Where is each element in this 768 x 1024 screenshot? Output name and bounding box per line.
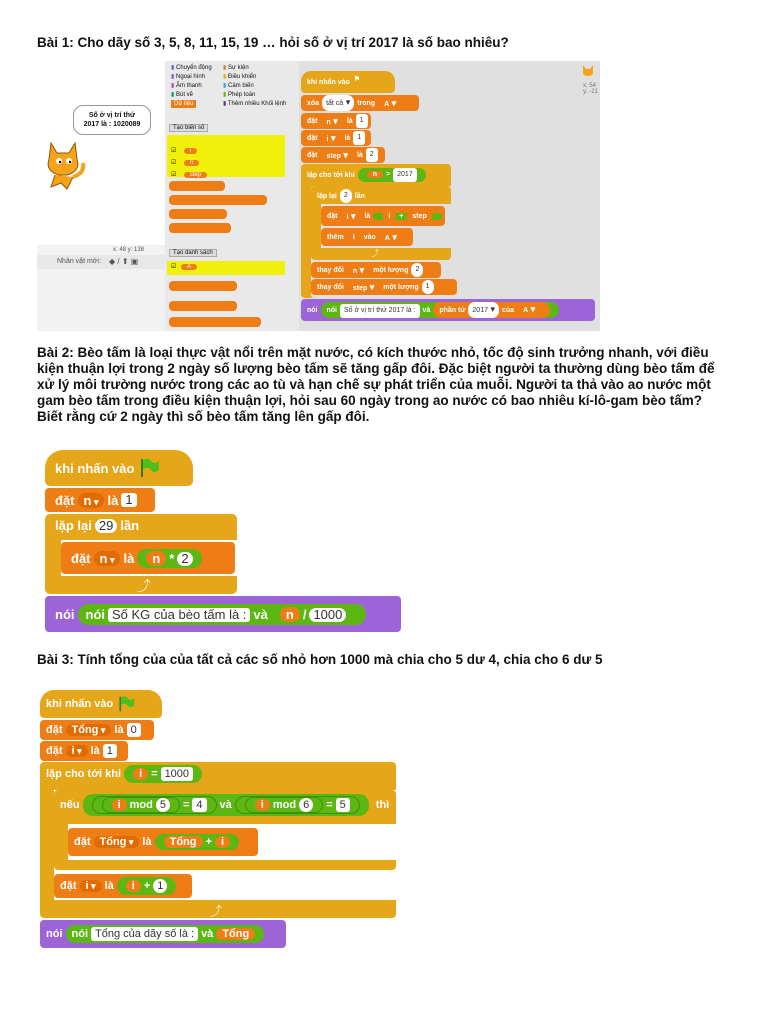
b1-change-n-word: thay đổi (317, 266, 344, 274)
list-a-label: A (181, 264, 197, 270)
b3-ss-var[interactable]: Tổng ▾ (94, 836, 140, 848)
b3-until-var: i (133, 768, 148, 780)
b1-change-step-word: thay đổi (317, 283, 344, 291)
b2-mult-y[interactable]: 2 (177, 552, 192, 566)
b3-inc-x: i (126, 880, 141, 892)
b3-s1-var[interactable]: Tổng ▾ (66, 724, 112, 736)
b1-sum-y: step (406, 213, 432, 220)
b2-set-n-block[interactable] (45, 488, 155, 512)
b1-add-word: thêm (327, 233, 344, 241)
b1-repeat-times: lần (354, 192, 365, 200)
b3-ss-word: đặt (74, 836, 91, 848)
b3-if-word: nếu (60, 799, 80, 811)
new-sprite-label: Nhân vật mới: (57, 258, 101, 265)
b1-repeat-block[interactable] (311, 186, 451, 260)
b1-repeat-word: lặp lại (317, 192, 337, 200)
b1-set-step-value[interactable]: 2 (366, 148, 378, 162)
b3-hat-label: khi nhấn vào (46, 698, 114, 710)
b3-ss-x: Tổng (164, 836, 203, 848)
b1-set-i2-is: là (364, 212, 371, 220)
b1-join-op[interactable] (321, 302, 560, 318)
b1-until-op: > (386, 171, 391, 178)
b3-if-mouth (68, 824, 396, 860)
b3-eq1-value[interactable]: 4 (192, 798, 206, 812)
b2-repeat-arrow-icon: ⤴ (137, 578, 151, 594)
green-flag-icon (138, 457, 160, 479)
b1-repeat-count[interactable]: 2 (340, 189, 352, 203)
b3-mod1-n[interactable]: 5 (156, 798, 170, 812)
b3-ss-y: i (215, 836, 230, 848)
b2-repeat-row (55, 518, 139, 533)
b1-set-i2-var[interactable]: i ▾ (341, 211, 362, 222)
stage-corner-coords: x: 54 y: -21 (582, 83, 598, 95)
var-i[interactable]: ☑ i (171, 139, 200, 157)
b2-say-word: nói (55, 606, 75, 622)
make-variable-button[interactable]: Tạo biến số (169, 124, 208, 132)
b2-say-block[interactable] (45, 596, 401, 632)
b2-set-is: là (107, 492, 119, 508)
b1-set-i-sum-block[interactable] (321, 206, 445, 226)
b2-say-text[interactable]: Số KG của bèo tấm là : (108, 608, 250, 622)
b1-clear-block[interactable] (301, 95, 419, 111)
cat-events-label: Sự kiện (227, 65, 249, 71)
b1-clear-in: trong (357, 99, 376, 107)
b3-eq1-sign: = (182, 799, 190, 811)
list-a[interactable]: ☑ A (171, 263, 200, 270)
b1-until-row (307, 168, 429, 182)
sprite-bar (37, 255, 165, 269)
b3-mod1-word: mod (129, 799, 153, 811)
b1-set-n-is: là (346, 117, 353, 125)
b2-join-word: nói (85, 606, 105, 622)
b3-until-value[interactable]: 1000 (161, 767, 193, 781)
b3-if-row (60, 794, 389, 816)
b2-repeat-count[interactable]: 29 (95, 519, 117, 533)
b1-item-index[interactable]: 2017 ▾ (468, 302, 499, 318)
b3-say-block[interactable] (40, 920, 286, 948)
b1-item-block[interactable] (433, 302, 550, 318)
b1-hat-label: khi nhấn vào (307, 78, 350, 86)
b1-set-i-word: đặt (307, 134, 318, 142)
bai3-title: Bài 3: Tính tổng của của tất cả các số nhỏ hơn 1000 mà chia cho 5 dư 4, chia cho 6 dư 5 (37, 652, 603, 667)
b1-until-var: n (367, 171, 383, 178)
block-palette (165, 61, 299, 331)
b3-until-arrow-icon: ⤴ (210, 904, 223, 918)
palette-insert-block[interactable] (169, 317, 261, 327)
speech-bubble (73, 105, 151, 135)
b3-set-sum-block[interactable] (40, 720, 154, 740)
b3-s1-word: đặt (46, 724, 63, 736)
b3-mod2-var: i (255, 799, 270, 811)
b3-until-row (46, 765, 205, 783)
b1-change-n-by: một lượng (373, 266, 409, 274)
bai2-title: Bài 2: Bèo tấm là loại thực vật nổi trên mặt nước, có kích thước nhỏ, tốc độ sinh trưởng nhanh, với điều kiện thuận lợi trong 2 ngày số lượng bèo tấm sẽ tăng gấp đôi. Đặc biệt người ta thường dùng bèo tấm để xử lý môi trường nước trong các ao tù và hạn chế sự phát triển của muỗi. Người ta thả vào ao nước một gam bèo tấm trong điều kiện thuận lợi, hỏi sau 60 ngày trong ao nước có bao nhiêu kí-lô-gam bèo tấm? Biết rằng cứ 2 ngày thì số bèo tấm tăng lên gấp đôi. (37, 345, 715, 424)
b3-s2-value[interactable]: 1 (103, 744, 117, 758)
b1-change-step-var[interactable]: step ▾ (347, 282, 380, 293)
palette-set-block[interactable] (169, 181, 225, 191)
b2-repeat-block[interactable] (45, 514, 237, 594)
b3-ss-plus: + (205, 836, 212, 848)
b2-repeat-times: lần (120, 518, 140, 533)
b1-repeat-arrow-icon: ⤴ (371, 249, 379, 258)
palette-add-block[interactable] (169, 281, 237, 291)
b1-until-word: lặp cho tới khi (307, 171, 355, 179)
b1-clear-all-dropdown[interactable]: tất cả ▾ (322, 95, 354, 111)
b2-set-var[interactable]: n ▾ (78, 493, 105, 508)
cat-sound[interactable]: ▮ Âm thanh (171, 83, 202, 89)
green-flag-icon (117, 695, 135, 713)
b1-set-n-value[interactable]: 1 (356, 114, 368, 128)
cat-data[interactable] (171, 100, 196, 108)
b2-set-mult-block[interactable] (61, 542, 235, 574)
b2-join-op[interactable] (78, 604, 367, 625)
b3-s2-var[interactable]: i ▾ (66, 745, 88, 757)
cat-sensing[interactable]: ▮ Cảm biến (223, 83, 254, 89)
cat-operators[interactable]: ▮ Phép toán (223, 92, 256, 98)
b3-s1-value[interactable]: 0 (127, 723, 141, 737)
b1-sum-plus: + (399, 212, 404, 220)
b1-clear-list-dropdown[interactable]: A ▾ (378, 98, 402, 109)
b1-repeat-mouth (321, 204, 451, 248)
cat-control[interactable]: ▮ Điều khiển (223, 74, 257, 80)
b2-repeat-word: lặp lại (55, 518, 92, 533)
b1-set-step-is: là (356, 151, 363, 159)
b3-inc-is: là (104, 880, 114, 892)
b1-set-i2-word: đặt (327, 212, 338, 220)
b1-set-i-var[interactable]: i ▾ (321, 133, 342, 144)
b1-change-n-block[interactable] (311, 262, 441, 278)
b3-until-cond[interactable] (124, 765, 202, 783)
cat-sound-label: Âm thanh (175, 83, 202, 89)
b1-add-list[interactable]: A ▾ (379, 232, 403, 243)
b3-and-word: và (219, 799, 232, 811)
bubble-line1: Số ở vị trí thứ (88, 112, 136, 119)
b2-hat-label: khi nhấn vào (55, 460, 135, 476)
palette-hide-block[interactable] (169, 223, 231, 233)
b3-s2-is: là (90, 745, 100, 757)
sprite-thumb-icon (580, 63, 596, 81)
b3-if-block[interactable] (54, 790, 396, 870)
b3-say-word: nói (46, 928, 63, 940)
b1-item-word: phần tử (439, 307, 466, 314)
sprite-tools-icon[interactable]: ◆ / ⬆ ▣ (109, 257, 139, 266)
b1-say-text[interactable]: Số ở vị trí thứ 2017 là : (340, 304, 420, 318)
b1-set-i-block[interactable] (301, 130, 371, 146)
b2-mult-star: * (169, 550, 175, 566)
cat-looks-label: Ngoại hình (175, 74, 206, 80)
b1-set-n-var[interactable]: n ▾ (321, 116, 344, 127)
cat-more[interactable]: ▮ Thêm nhiều Khối lệnh (223, 101, 287, 107)
b3-ss-is: là (142, 836, 152, 848)
b2-div-y[interactable]: 1000 (309, 608, 346, 622)
b1-say-word: nói (307, 306, 318, 314)
b3-s1-is: là (114, 724, 124, 736)
b3-inc-y[interactable]: 1 (153, 879, 167, 893)
b3-inc-var[interactable]: i ▾ (80, 880, 102, 892)
b1-change-step-by: một lượng (383, 283, 419, 291)
var-i-label: i (184, 148, 197, 154)
b1-change-step-value[interactable]: 1 (422, 280, 434, 294)
b3-then-word: thì (375, 799, 390, 811)
cat-control-label: Điều khiển (227, 74, 257, 80)
b3-join-word: nói (71, 928, 88, 940)
cat-events[interactable]: ▮ Sự kiện (223, 65, 249, 71)
stage (37, 61, 165, 245)
b3-until-mouth (54, 790, 396, 900)
b2-repeat-mouth (61, 540, 237, 576)
b1-until-value[interactable]: 2017 (393, 168, 417, 182)
b3-join-op[interactable] (66, 925, 265, 943)
cat-pen[interactable]: ▮ Bút vẽ (171, 92, 193, 98)
b1-add-into: vào (363, 233, 376, 241)
variables-highlight (167, 135, 285, 177)
b3-mod1-op[interactable] (102, 797, 180, 813)
cat-operators-label: Phép toán (227, 92, 256, 98)
b1-set-n-block[interactable] (301, 113, 371, 129)
b1-change-n-var[interactable]: n ▾ (347, 265, 370, 276)
b1-set-i-value[interactable]: 1 (353, 131, 365, 145)
b2-set-word: đặt (55, 492, 75, 508)
b2-div-op[interactable] (271, 607, 356, 622)
b3-join-and: và (201, 928, 214, 940)
var-step[interactable]: ☑ step (171, 163, 210, 181)
b1-change-step-block[interactable] (311, 279, 457, 295)
b3-ss-plus-op[interactable] (155, 834, 239, 850)
b3-until-op: = (151, 768, 158, 780)
b1-set-step-block[interactable] (301, 147, 385, 163)
b1-item-of: của (502, 307, 515, 314)
b1-repeat-until-block[interactable] (301, 164, 451, 298)
bai3-script (40, 690, 400, 952)
b3-inc-plus-op[interactable] (117, 877, 177, 895)
b1-set-step-word: đặt (307, 151, 318, 159)
cat-data-label: Dữ liệu (174, 101, 194, 107)
b1-join-and: và (422, 307, 431, 314)
b1-say-block[interactable] (301, 299, 595, 321)
b2-inner-var[interactable]: n ▾ (94, 551, 121, 566)
b1-sum-x: i (382, 213, 396, 220)
b3-mod2-n[interactable]: 6 (299, 798, 313, 812)
b3-inc-plus: + (143, 880, 151, 892)
cat-sensing-label: Cảm biến (227, 83, 254, 89)
b3-say-text[interactable]: Tổng của dãy số là : (91, 927, 198, 941)
b3-inc-word: đặt (60, 880, 77, 892)
b3-s2-word: đặt (46, 745, 63, 757)
b2-div-slash: / (302, 606, 307, 622)
b1-repeat-row (317, 189, 365, 203)
palette-show-block[interactable] (169, 209, 227, 219)
b1-clear-word: xóa (307, 99, 320, 107)
b3-set-i-block[interactable] (40, 741, 128, 761)
script-area (299, 61, 600, 331)
b2-set-value[interactable]: 1 (121, 493, 136, 507)
b1-until-mouth (311, 186, 451, 298)
scratch-cat-icon (37, 137, 89, 193)
b3-eq2-sign: = (326, 799, 333, 811)
b1-hat-block[interactable] (301, 71, 395, 93)
b1-set-n-word: đặt (307, 117, 318, 125)
b3-inc-i-block[interactable] (54, 874, 192, 898)
b1-change-n-value[interactable]: 2 (411, 263, 423, 277)
var-n-label: n (184, 160, 199, 166)
coords-readout: x: 48 y: 138 (113, 247, 145, 253)
b2-inner-word: đặt (71, 550, 91, 566)
b2-hat-block[interactable] (45, 450, 193, 486)
cat-looks[interactable]: ▮ Ngoại hình (171, 74, 206, 80)
b1-set-i-is: là (344, 134, 351, 142)
list-highlight (167, 261, 285, 275)
b3-set-sum-plus-block[interactable] (68, 828, 258, 856)
b1-add-var: i (347, 234, 361, 241)
b3-mod1-var: i (112, 799, 127, 811)
b2-inner-is: là (123, 550, 135, 566)
b3-hat-block[interactable] (40, 690, 162, 718)
b2-mult-op[interactable] (137, 549, 201, 568)
b1-sum-op[interactable] (373, 213, 441, 220)
b1-set-step-var[interactable]: step ▾ (321, 150, 354, 161)
bai1-title: Bài 1: Cho dãy số 3, 5, 8, 11, 15, 19 … hỏi số ở vị trí 2017 là số bao nhiêu? (37, 35, 509, 50)
b2-div-x: n (280, 607, 300, 622)
b3-mod2-word: mod (272, 799, 297, 811)
b2-join-and: và (253, 606, 268, 622)
cat-motion-label: Chuyển động (175, 65, 212, 71)
palette-change-block[interactable] (169, 195, 267, 205)
green-flag-icon: ⚑ (353, 76, 361, 83)
palette-delete-block[interactable] (169, 301, 237, 311)
bai1-screenshot (37, 61, 600, 331)
var-n[interactable]: ☑ n (171, 151, 202, 169)
make-list-button[interactable]: Tạo danh sách (169, 249, 217, 257)
bai2-script (45, 450, 405, 635)
b3-eq2-op[interactable] (235, 796, 360, 814)
cat-more-label: Thêm nhiều Khối lệnh (227, 101, 287, 107)
cat-motion[interactable]: ▮ Chuyển động (171, 65, 212, 71)
cat-pen-label: Bút vẽ (175, 92, 193, 98)
var-step-label: step (184, 172, 207, 178)
b1-add-block[interactable] (321, 228, 413, 246)
b3-eq2-value[interactable]: 5 (336, 798, 350, 812)
b2-mult-x: n (146, 551, 166, 566)
b3-mod2-op[interactable] (245, 797, 323, 813)
bubble-line2: 2017 là : 1020089 (83, 121, 141, 128)
b3-eq1-op[interactable] (92, 796, 217, 814)
b3-repeat-until-block[interactable] (40, 762, 396, 918)
b3-until-word: lặp cho tới khi (46, 768, 122, 780)
b1-join-word: nói (326, 307, 337, 314)
b3-say-sum-var: Tổng (216, 928, 255, 940)
b1-until-cond[interactable] (358, 168, 426, 182)
b3-and-op[interactable] (83, 794, 369, 816)
b1-item-list[interactable]: A ▾ (517, 304, 541, 315)
